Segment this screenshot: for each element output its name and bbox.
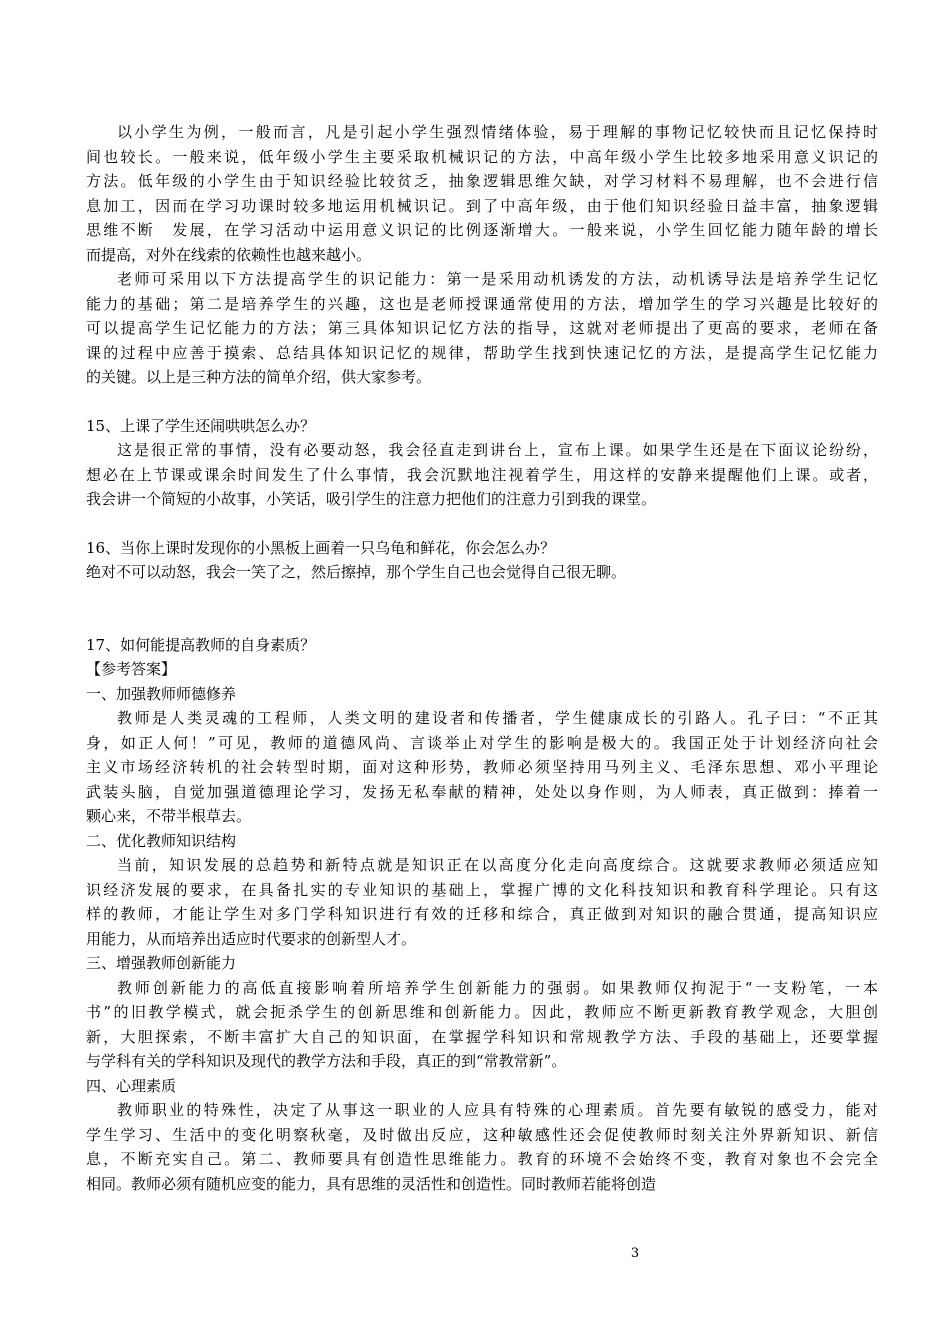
question-15 — [86, 414, 878, 512]
text-line: 间也较长。一般来说，低年级小学生主要采取机械识记的方法，中高年级小学生比较多地采用意义识记的 — [86, 147, 878, 166]
text-line: 想必在上节课或课余时间发生了什么事情，我会沉默地注视着学生，用这样的安静来提醒他们上课。或者， — [86, 465, 878, 484]
document-body — [86, 120, 878, 1196]
text-line: 新，大胆探索，不断丰富扩大自己的知识面，在掌握学科知识和常规教学方法、手段的基础上，还要掌握 — [86, 1027, 878, 1046]
text-line: 以小学生为例，一般而言，凡是引起小学生强烈情绪体验，易于理解的事物记忆较快而且记忆保持时 — [117, 123, 878, 141]
text-line: 与学科有关的学科知识及现代的教学方法和手段，真正的到“常教常新”。 — [86, 1052, 567, 1070]
reference-answer-label: 【参考答案】 — [86, 660, 177, 678]
section-heading: 四、心理素质 — [86, 1076, 177, 1095]
text-line: 绝对不可以动怒，我会一笑了之，然后擦掉，那个学生自己也会觉得自己很无聊。 — [86, 563, 627, 581]
text-line: 识经济发展的要求，在具备扎实的专业知识的基础上，掌握广博的文化科技知识和教育科学理论。只有这 — [86, 880, 878, 899]
text-line: 教师创新能力的高低直接影响着所培养学生创新能力的强弱。如果教师仅拘泥于“一支粉笔，一本 — [117, 978, 878, 997]
text-line: 老师可采用以下方法提高学生的识记能力：第一是采用动机诱发的方法，动机诱导法是培养学生记忆 — [117, 270, 878, 288]
section-psychology — [86, 1074, 878, 1197]
section-knowledge — [86, 829, 878, 952]
text-line: 我会讲一个简短的小故事，小笑话，吸引学生的注意力把他们的注意力引到我的课堂。 — [86, 490, 657, 508]
page-number: 3 — [630, 1246, 640, 1261]
question-heading: 17、如何能提高教师的自身素质？ — [86, 635, 316, 654]
text-line: 可以提高学生记忆能力的方法；第三具体知识记忆方法的指导，这就对老师提出了更高的要求，老师在备 — [86, 319, 878, 337]
text-line: 书”的旧教学模式，就会扼杀学生的创新思维和创新能力。因此，教师应不断更新教育教学观念，大胆创 — [86, 1003, 878, 1021]
text-line: 身，如正人何！”可见，教师的道德风尚、言谈举止对学生的影响是极大的。我国正处于计划经济向社会 — [86, 733, 878, 752]
text-line: 息，不断充实自己。第二、教师要具有创造性思维能力。教育的环境不会始终不变，教育对象也不会完全 — [86, 1150, 878, 1168]
question-17 — [86, 633, 878, 1197]
text-line: 而提高，对外在线索的依赖性也越来越小。 — [86, 245, 372, 264]
paragraph-memory-types — [86, 120, 878, 267]
section-heading: 二、优化教师知识结构 — [86, 831, 237, 850]
text-line: 息加工，因而在学习功课时较多地运用机械识记。到了中高年级，由于他们知识经验日益丰富，抽象逻辑 — [86, 196, 878, 215]
text-line: 主义市场经济转机的社会转型时期，面对这种形势，教师必须坚持用马列主义、毛泽东思想、邓小平理论 — [86, 758, 878, 776]
question-heading: 15、上课了学生还闹哄哄怎么办？ — [86, 416, 316, 435]
text-line: 当前，知识发展的总趋势和新特点就是知识正在以高度分化走向高度综合。这就要求教师必须适应知 — [117, 856, 878, 874]
text-line: 颗心来，不带半根草去。 — [86, 807, 252, 825]
text-line: 方法。低年级的小学生由于知识经验比较贫乏，抽象逻辑思维欠缺，对学习材料不易理解，也不会进行信 — [86, 172, 878, 190]
text-line: 这是很正常的事情，没有必要动怒，我会径直走到讲台上，宣布上课。如果学生还是在下面议论纷纷， — [117, 441, 878, 459]
section-innovation — [86, 951, 878, 1074]
text-line: 学生学习、生活中的变化明察秋毫，及时做出反应，这种敏感性还会促使教师时刻关注外界新知识、新信 — [86, 1125, 878, 1144]
text-line: 样的教师，才能让学生对多门学科知识进行有效的迁移和综合，真正做到对知识的融合贯通，提高知识应 — [86, 905, 878, 923]
paragraph-teacher-methods — [86, 267, 878, 390]
section-ethics — [86, 682, 878, 829]
text-line: 相同。教师必须有随机应变的能力，具有思维的灵活性和创造性。同时教师若能将创造 — [86, 1174, 657, 1193]
text-line: 课的过程中应善于摸索、总结具体知识记忆的规律，帮助学生找到快速记忆的方法，是提高学生记忆能力 — [86, 343, 878, 362]
text-line: 的关键。以上是三种方法的简单介绍，供大家参考。 — [86, 368, 432, 386]
text-line: 能力的基础；第二是培养学生的兴趣，这也是老师授课通常使用的方法，增加学生的学习兴趣是比较好的 — [86, 294, 878, 313]
text-line: 教师是人类灵魂的工程师，人类文明的建设者和传播者，学生健康成长的引路人。孔子曰：“不正其 — [117, 709, 878, 727]
text-line: 教师职业的特殊性，决定了从事这一职业的人应具有特殊的心理素质。首先要有敏锐的感受力，能对 — [117, 1101, 878, 1119]
text-line: 用能力，从而培养出适应时代要求的创新型人才。 — [86, 929, 417, 948]
question-heading: 16、当你上课时发现你的小黑板上画着一只乌龟和鲜花，你会怎么办？ — [86, 538, 556, 557]
text-line: 思维不断 发展，在学习活动中运用意义识记的比例逐渐增大。一般来说，小学生回忆能力随年龄的增长 — [86, 221, 878, 239]
question-16 — [86, 536, 878, 585]
section-heading: 三、增强教师创新能力 — [86, 954, 237, 972]
text-line: 武装头脑，自觉加强道德理论学习，发扬无私奉献的精神，处处以身作则，为人师表，真正做到：捧着一 — [86, 782, 878, 801]
section-heading: 一、加强教师师德修养 — [86, 684, 237, 703]
